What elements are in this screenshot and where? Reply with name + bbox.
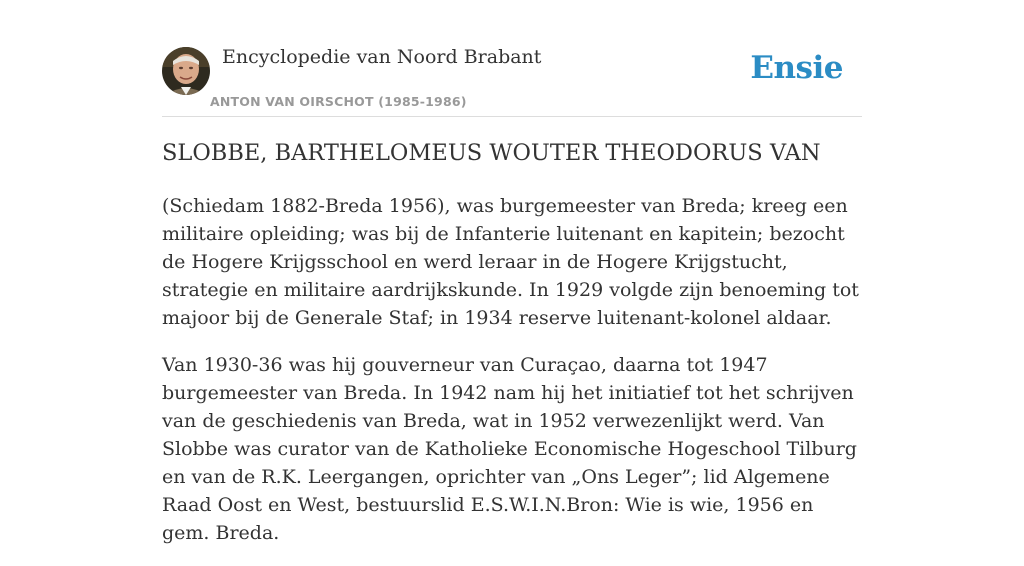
source-title[interactable]: Encyclopedie van Noord Brabant (222, 46, 542, 68)
entry-paragraph: (Schiedam 1882-Breda 1956), was burgemeester van Breda; kreeg een militaire opleiding; was bij de Infanterie luitenant en kapitein; bezocht de Hogere Krijgsschool en werd leraar in de Hogere Krijgstucht, strategie en militaire aardrijkskunde. In 1929 volgde zijn benoeming tot majoor bij de Generale Staf; in 1934 reserve luitenant-kolonel aldaar. (162, 195, 859, 329)
source-header (162, 0, 862, 117)
entry-body (162, 192, 866, 566)
entry-title: SLOBBE, BARTHELOMEUS WOUTER THEODORUS VAN (162, 140, 821, 166)
page-container (162, 0, 862, 544)
brand-logo[interactable]: Ensie (750, 50, 843, 86)
entry-paragraph: Van 1930-36 was hij gouverneur van Curaçao, daarna tot 1947 burgemeester van Breda. In 1942 nam hij het initiatief tot het schrijven van de geschiedenis van Breda, wat in 1952 verwezenlijkt werd. Van Slobbe was curator van de Katholieke Economische Hogeschool Tilburg en van de R.K. Leergangen, oprichter van „Ons Leger”; lid Algemene Raad Oost en West, bestuurslid E.S.W.I.N.Bron: Wie is wie, 1956 en gem. Breda. (162, 354, 857, 544)
author-name[interactable]: ANTON VAN OIRSCHOT (1985-1986) (210, 94, 467, 109)
author-portrait-icon (162, 47, 210, 95)
author-avatar[interactable] (162, 47, 210, 95)
